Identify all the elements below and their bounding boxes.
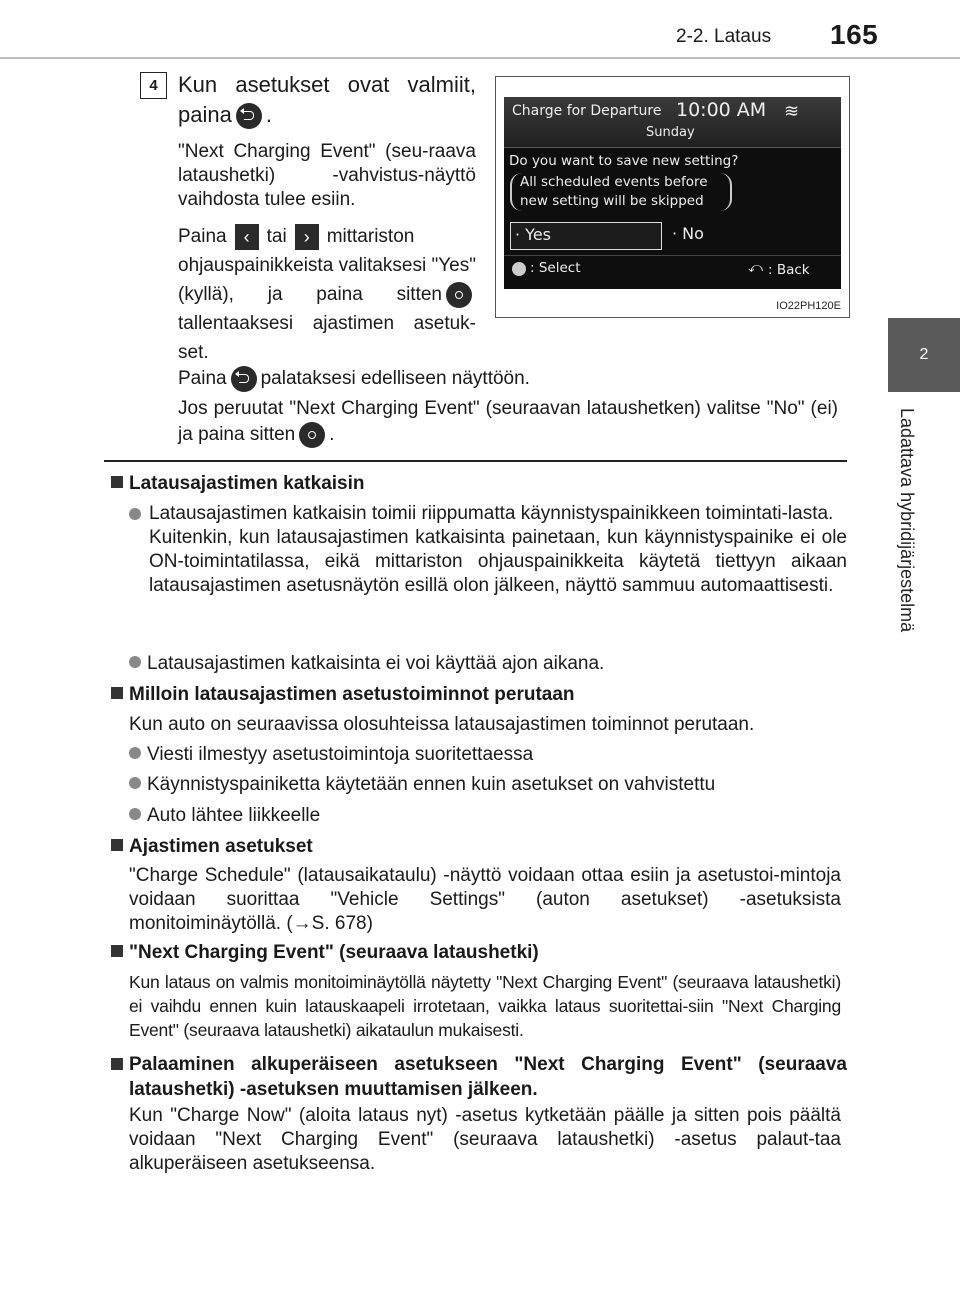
note-heading-3-text: Ajastimen asetukset xyxy=(129,836,313,857)
step-paragraph-1: "Next Charging Event" (seu-raava lataushetki) -vahvistus-näyttö vaihdosta tulee esiin. xyxy=(178,141,476,210)
note-paragraph-3: "Charge Schedule" (latausaikataulu) -näyttö voidaan ottaa esiin ja asetustoi-mintoja voidaan suorittaa "Vehicle Settings" (auton asetukset) -asetuksista monitoiminäytöllä. (→S. 678) xyxy=(129,865,841,934)
chapter-tab xyxy=(888,318,960,392)
step-p3-b: palataksesi edelliseen näyttöön. xyxy=(260,368,530,390)
step-p2-d: tallentaaksesi ajastimen asetuk-set. xyxy=(178,313,476,363)
ok-button-icon xyxy=(446,282,472,308)
screen-note-bracket xyxy=(510,173,732,211)
yes-option-label: · Yes xyxy=(515,225,551,244)
ok-button-icon xyxy=(299,422,325,448)
note-bullet-4 xyxy=(129,773,847,797)
step-p2-a: Paina xyxy=(178,226,227,247)
screen-note-line2: new setting will be skipped xyxy=(520,193,704,209)
screen-day: Sunday xyxy=(646,125,695,140)
screen-time: 10:00 AM xyxy=(676,99,767,121)
round-bullet-icon xyxy=(129,508,141,520)
step-p4-a: Jos peruutat "Next Charging Event" (seuraavan lataushetken) valitse "No" (ei) ja paina sitten xyxy=(178,398,838,446)
step-line2-text: paina xyxy=(178,102,232,127)
back-hint: : Back xyxy=(768,262,810,278)
round-bullet-icon xyxy=(129,656,141,668)
round-bullet-icon xyxy=(129,808,141,820)
step-p3-a: Paina xyxy=(178,368,227,390)
fan-icon: ≋ xyxy=(784,101,800,122)
note-bullet-2 xyxy=(129,652,847,676)
note-bullet-2-text: Latausajastimen katkaisinta ei voi käyttää ajon aikana. xyxy=(147,653,605,674)
yes-option[interactable] xyxy=(510,222,662,250)
right-arrow-icon: › xyxy=(295,224,319,250)
screen-title: Charge for Departure xyxy=(512,103,662,119)
round-bullet-icon xyxy=(129,747,141,759)
page-number: 165 xyxy=(830,19,879,50)
chapter-label xyxy=(884,408,928,658)
step-paragraph-3 xyxy=(178,366,838,392)
step-paragraph-4 xyxy=(178,396,838,448)
note-paragraph-5: Kun "Charge Now" (aloita lataus nyt) -asetus kytketään päälle ja sitten pois päältä voidaan "Next Charging Event" (seuraava lataushetki) -asetus palaut-taa alkuperäiseen asetukseensa. xyxy=(129,1105,841,1174)
step-p4-b: . xyxy=(329,424,335,446)
section-divider xyxy=(104,460,847,462)
square-bullet-icon xyxy=(111,687,123,699)
note-heading-4-text: "Next Charging Event" (seuraava lataushetki) xyxy=(129,942,539,963)
square-bullet-icon xyxy=(111,945,123,957)
select-hint: : Select xyxy=(530,260,581,276)
note-heading-5 xyxy=(111,1052,847,1102)
note-bullet-3 xyxy=(129,743,847,767)
note-bullet-3-text: Viesti ilmestyy asetustoimintoja suoritettaessa xyxy=(147,744,534,765)
note-bullet-1b-text: Kuitenkin, kun latausajastimen katkaisinta painetaan, kun käynnistyspainike ei ole ON-toimintatilassa, eikä mittariston ohjauspainikkeita käytetä tiettyyn aikaan latausajastimen asetusnäytön esillä olon jälkeen, näyttö sammuu automaattisesti. xyxy=(149,527,847,596)
section-title: 2-2. Lataus xyxy=(676,26,772,47)
note-bullet-5-text: Auto lähtee liikkeelle xyxy=(147,805,321,826)
display-illustration xyxy=(495,76,850,318)
note-heading-4 xyxy=(111,942,539,964)
back-hint-icon: ⤺ xyxy=(748,260,763,276)
note-heading-2 xyxy=(111,684,575,706)
no-option[interactable]: · No xyxy=(672,224,704,243)
step-line2: paina . xyxy=(178,100,476,130)
screen-note-line1: All scheduled events before xyxy=(520,174,708,190)
left-arrow-icon: ‹ xyxy=(235,224,259,250)
screen-title-bar xyxy=(504,97,841,148)
note-heading-5-text: Palaaminen alkuperäiseen asetukseen "Next Charging Event" (seuraava lataushetki) -asetuksen muuttamisen jälkeen. xyxy=(129,1054,847,1100)
step-paragraph-2 xyxy=(178,222,476,367)
back-button-icon xyxy=(236,103,262,129)
select-knob-icon xyxy=(512,262,526,276)
note-heading-2-text: Milloin latausajastimen asetustoiminnot perutaan xyxy=(129,684,575,705)
image-id: IO22PH120E xyxy=(776,300,841,312)
square-bullet-icon xyxy=(111,839,123,851)
chapter-label-text: Ladattava hybridijärjestelmä xyxy=(897,408,917,633)
header-rule xyxy=(0,57,960,59)
back-button-icon xyxy=(231,366,257,392)
note-bullet-4-text: Käynnistyspainiketta käytetään ennen kuin asetukset on vahvistettu xyxy=(147,774,716,795)
note-bullet-1a-text: Latausajastimen katkaisin toimii riippumatta käynnistyspainikkeen toimintati-lasta. xyxy=(149,503,834,524)
note-bullet-1 xyxy=(129,502,847,598)
step-number: 4 xyxy=(140,72,167,99)
square-bullet-icon xyxy=(111,476,123,488)
note-heading-1-text: Latausajastimen katkaisin xyxy=(129,473,365,494)
chapter-number: 2 xyxy=(919,346,929,363)
step-line1: Kun asetukset ovat valmiit, xyxy=(178,72,476,97)
round-bullet-icon xyxy=(129,777,141,789)
note-heading-1 xyxy=(111,473,365,495)
note-bullet-5 xyxy=(129,804,847,828)
step-p2-b: tai xyxy=(266,226,287,247)
note-paragraph-4: Kun lataus on valmis monitoiminäytöllä näytetty "Next Charging Event" (seuraava lataushetki) ei vaihdu ennen kuin latauskaapeli irrotetaan, vaikka lataus suoritettai-siin "Next Charging Event" (seuraava lataushetki) aikataulun mukaisesti. xyxy=(129,972,841,1040)
display-screen xyxy=(504,97,841,289)
note-heading-3 xyxy=(111,836,313,858)
screen-divider xyxy=(504,255,841,256)
screen-question: Do you want to save new setting? xyxy=(509,153,739,169)
step-p2-c: mittariston ohjauspainikkeista valitaksesi "Yes" (kyllä), ja paina sitten xyxy=(178,226,476,305)
square-bullet-icon xyxy=(111,1058,123,1070)
note-paragraph-2: Kun auto on seuraavissa olosuhteissa latausajastimen toiminnot perutaan. xyxy=(129,714,755,735)
